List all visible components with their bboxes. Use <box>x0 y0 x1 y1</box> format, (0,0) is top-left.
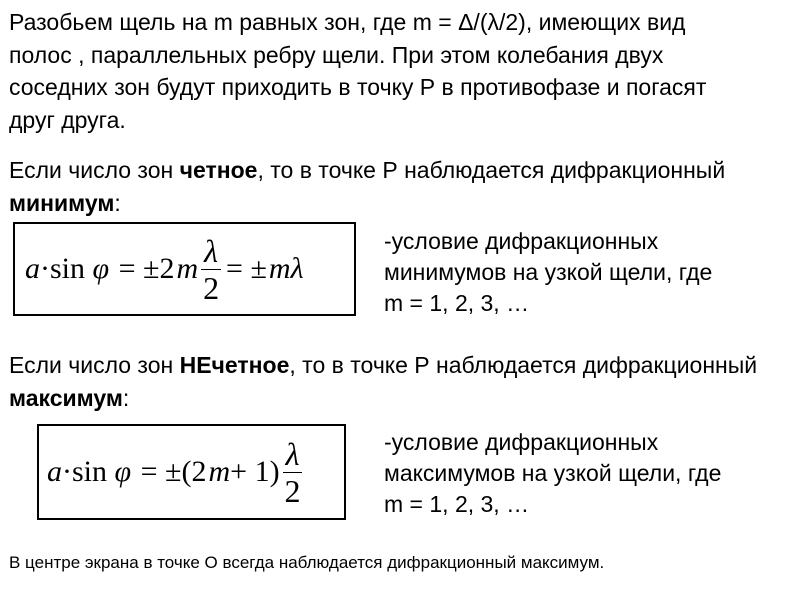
formula-eq2: = ± <box>226 252 267 285</box>
odd-colon: : <box>122 384 130 411</box>
intro-paragraph <box>9 6 794 136</box>
fraction-numerator: λ <box>283 438 303 473</box>
even-suffix: , то в точке Р наблюдается дифракционный <box>257 157 726 183</box>
odd-bold: НЕчетное <box>179 352 290 378</box>
formula-m: m <box>208 455 231 488</box>
formula-eq1: = ±2 <box>118 252 175 285</box>
even-result: минимум <box>9 189 115 216</box>
condition-line: минимумов на узкой щели, где <box>384 259 713 285</box>
maximum-formula <box>37 424 346 520</box>
even-colon: : <box>114 189 121 216</box>
odd-suffix: , то в точке Р наблюдается дифракционный <box>289 352 758 378</box>
fraction-denominator: 2 <box>203 269 220 306</box>
formula-sin: ·sin <box>40 252 85 285</box>
formula-plus-one: + 1) <box>230 455 280 488</box>
fraction-denominator: 2 <box>284 472 301 509</box>
formula-fraction <box>283 435 303 509</box>
condition-line: m = 1, 2, 3, … <box>384 491 530 517</box>
formula-a: a <box>25 252 40 285</box>
even-line-1 <box>9 154 794 187</box>
odd-line-1 <box>9 349 799 382</box>
condition-line: -условие дифракционных <box>384 228 659 254</box>
condition-line: m = 1, 2, 3, … <box>384 290 530 316</box>
formula-rhs-m: m <box>268 252 291 285</box>
intro-line: друг друга. <box>9 106 126 133</box>
condition-line: -условие дифракционных <box>384 429 659 455</box>
minimum-formula <box>13 222 356 316</box>
fraction-numerator: λ <box>201 235 221 270</box>
even-bold: четное <box>179 157 258 183</box>
even-prefix: Если число зон <box>9 157 180 183</box>
intro-line: полос , параллельных ребру щели. При этом колебания двух <box>9 41 664 68</box>
odd-result: максимум <box>9 384 123 411</box>
maximum-condition <box>384 427 784 520</box>
formula-phi: φ <box>114 455 132 488</box>
formula-m: m <box>176 252 199 285</box>
odd-zones-paragraph <box>9 349 799 414</box>
intro-line: Разобьем щель на m равных зон, где m = Δ/(λ/2), имеющих вид <box>9 9 686 35</box>
formula-sin: ·sin <box>62 455 107 488</box>
intro-line: соседних зон будут приходить в точку Р в противофазе и погасят <box>9 74 707 100</box>
formula-fraction <box>201 232 221 306</box>
formula-a: a <box>47 455 62 488</box>
even-line-2 <box>9 187 794 220</box>
formula-eq1: = ±(2 <box>140 455 207 488</box>
formula-rhs-lambda: λ <box>290 252 304 285</box>
minimum-condition <box>384 226 784 319</box>
odd-prefix: Если число зон <box>9 352 180 378</box>
formula-phi: φ <box>92 252 110 285</box>
even-zones-paragraph <box>9 154 794 219</box>
condition-line: максимумов на узкой щели, где <box>384 460 722 486</box>
odd-line-2 <box>9 382 799 415</box>
footer-note: В центре экрана в точке О всегда наблюдается дифракционный максимум. <box>9 553 605 572</box>
